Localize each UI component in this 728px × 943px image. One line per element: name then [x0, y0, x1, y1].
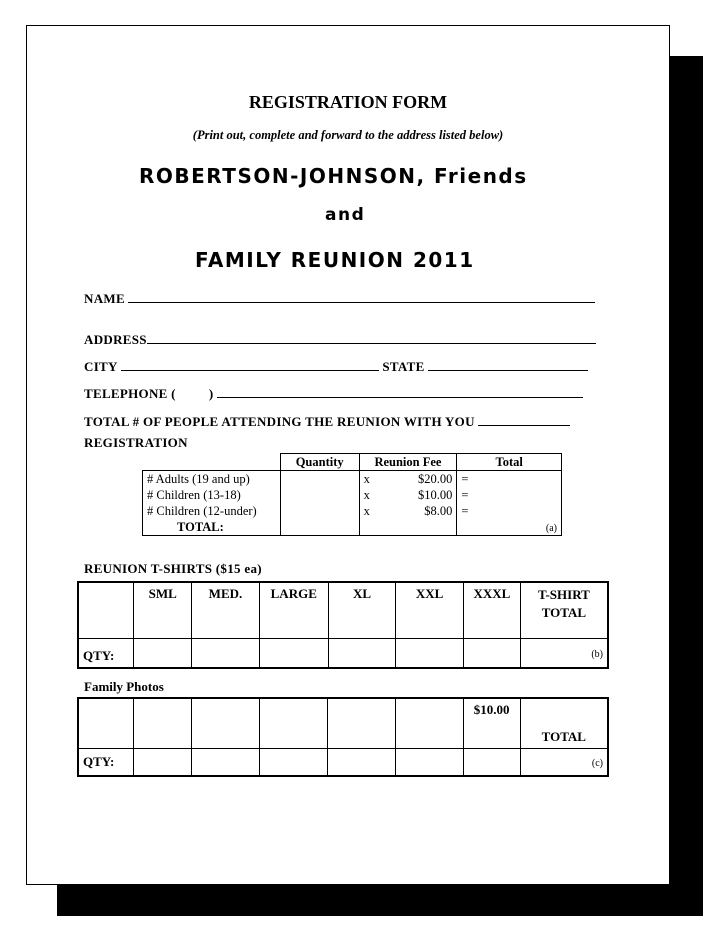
table-row	[143, 471, 562, 488]
row-total-cell[interactable]: =	[457, 503, 562, 519]
qty-sml-cell[interactable]	[134, 638, 192, 668]
photo-total-header: TOTAL	[520, 698, 608, 748]
total-people-label: TOTAL # OF PEOPLE ATTENDING THE REUNION WITH YOU	[84, 414, 475, 429]
total-label: TOTAL:	[143, 519, 281, 536]
total-quantity-cell[interactable]	[280, 519, 359, 536]
city-state-row	[84, 359, 588, 375]
table-row	[143, 487, 562, 503]
form-title: REGISTRATION FORM	[248, 92, 448, 112]
qty-xxxl-cell[interactable]	[463, 638, 520, 668]
form-page	[26, 25, 670, 885]
size-xxl-header: XXL	[396, 582, 464, 638]
total-amount-cell[interactable]	[457, 519, 562, 536]
total-header: Total	[457, 454, 562, 471]
total-people-input-line[interactable]	[478, 414, 570, 426]
photos-table	[77, 697, 609, 777]
mark-b: (b)	[591, 648, 603, 660]
row-label: # Children (13-18)	[143, 487, 281, 503]
state-input-line[interactable]	[428, 359, 588, 371]
quantity-header: Quantity	[280, 454, 359, 471]
tshirt-table	[77, 581, 609, 669]
address-row	[84, 332, 596, 348]
photo-qty-cell[interactable]	[328, 748, 396, 776]
photo-price: $10.00	[463, 698, 520, 748]
registration-table	[142, 453, 562, 536]
name-row	[84, 291, 595, 307]
city-input-line[interactable]	[121, 359, 379, 371]
reunion-title-line1: ROBERTSON-JOHNSON, Friends	[139, 164, 528, 188]
photo-total-cell[interactable]	[520, 748, 608, 776]
name-input-line[interactable]	[128, 291, 595, 303]
photo-qty-cell[interactable]	[134, 748, 192, 776]
telephone-row	[84, 386, 583, 402]
table-row	[78, 638, 608, 668]
photo-qty-cell[interactable]	[396, 748, 464, 776]
fee-cell: x $8.00	[359, 503, 457, 519]
table-row	[78, 748, 608, 776]
total-people-row	[84, 414, 570, 430]
photo-qty-cell[interactable]	[463, 748, 520, 776]
form-subtitle: (Print out, complete and forward to the address listed below)	[192, 128, 504, 142]
size-sml-header: SML	[134, 582, 192, 638]
state-label: STATE	[382, 359, 425, 374]
quantity-cell[interactable]	[280, 487, 359, 503]
qty-xxl-cell[interactable]	[396, 638, 464, 668]
tshirt-total-header: T-SHIRT TOTAL	[520, 582, 608, 638]
fee-cell: x $10.00	[359, 487, 457, 503]
mark-c: (c)	[591, 757, 603, 769]
row-label: # Children (12-under)	[143, 503, 281, 519]
area-code-space[interactable]	[179, 387, 205, 398]
registration-label: REGISTRATION	[84, 435, 188, 450]
reunion-title-line3: FAMILY REUNION 2011	[195, 248, 475, 272]
total-fee-cell	[359, 519, 457, 536]
qty-label: QTY:	[78, 748, 134, 776]
fee-header: Reunion Fee	[359, 454, 457, 471]
tshirts-label: REUNION T-SHIRTS ($15 ea)	[84, 561, 262, 576]
size-large-header: LARGE	[259, 582, 328, 638]
tshirt-total-cell[interactable]	[520, 638, 608, 668]
telephone-input-line[interactable]	[217, 386, 583, 398]
photo-qty-cell[interactable]	[259, 748, 328, 776]
reunion-title-line2: and	[325, 205, 366, 225]
qty-large-cell[interactable]	[259, 638, 328, 668]
quantity-cell[interactable]	[280, 503, 359, 519]
row-total-cell[interactable]: =	[457, 471, 562, 488]
name-label: NAME	[84, 291, 125, 306]
qty-med-cell[interactable]	[192, 638, 260, 668]
size-xl-header: XL	[328, 582, 396, 638]
fee-cell: x $20.00	[359, 471, 457, 488]
telephone-close-paren: )	[208, 386, 214, 401]
row-label: # Adults (19 and up)	[143, 471, 281, 488]
telephone-label: TELEPHONE (	[84, 386, 176, 401]
address-label: ADDRESS	[84, 332, 147, 347]
photos-label: Family Photos	[84, 679, 164, 694]
qty-label: QTY:	[78, 638, 134, 668]
photo-qty-cell[interactable]	[192, 748, 260, 776]
city-label: CITY	[84, 359, 118, 374]
size-xxxl-header: XXXL	[463, 582, 520, 638]
table-row	[143, 503, 562, 519]
row-total-cell[interactable]: =	[457, 487, 562, 503]
size-med-header: MED.	[192, 582, 260, 638]
quantity-cell[interactable]	[280, 471, 359, 488]
qty-xl-cell[interactable]	[328, 638, 396, 668]
address-input-line[interactable]	[147, 332, 596, 344]
mark-a: (a)	[545, 522, 557, 534]
